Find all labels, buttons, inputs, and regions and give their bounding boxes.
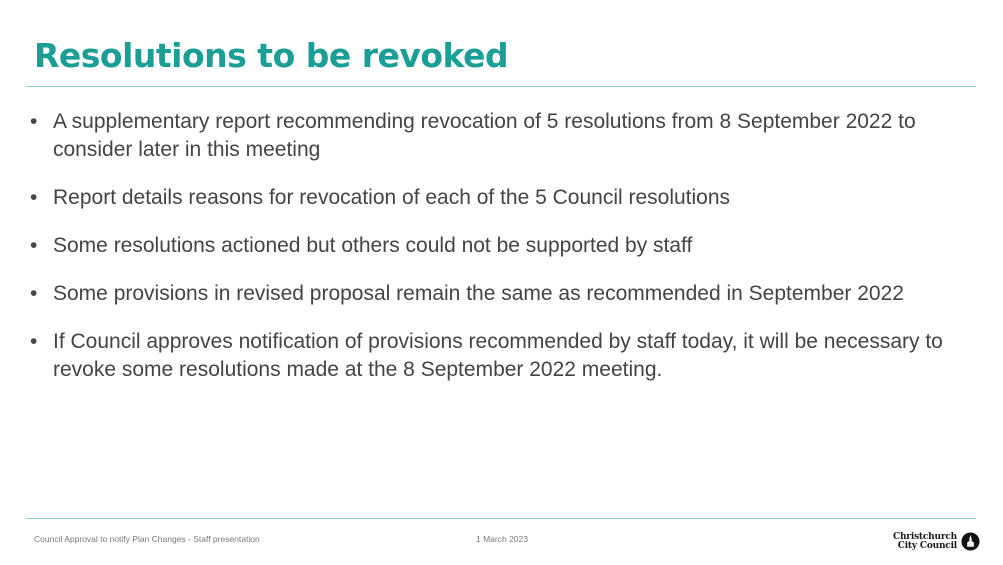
bullet-item <box>30 108 950 164</box>
bullet-text: Some provisions in revised proposal remain the same as recommended in September 2022 <box>53 282 904 305</box>
logo-wordmark <box>893 533 957 551</box>
bullet-text: Report details reasons for revocation of each of the 5 Council resolutions <box>53 186 731 209</box>
bullet-item <box>30 184 950 212</box>
bullet-list <box>30 108 950 404</box>
bullet-text: Some resolutions actioned but others could not be supported by staff <box>53 234 693 257</box>
bullet-text: If Council approves notification of provisions recommended by staff today, it will be necessary to revoke some resolutions made at the 8 September 2022 meeting. <box>53 330 943 381</box>
bullet-dot-icon: • <box>30 330 38 353</box>
bullet-item <box>30 232 950 260</box>
bullet-dot-icon: • <box>30 282 38 305</box>
bullet-dot-icon: • <box>30 234 38 257</box>
footer-date: 1 March 2023 <box>476 534 528 544</box>
bullet-item <box>30 280 950 308</box>
logo-line-1: Christchurch <box>893 531 958 542</box>
bullet-text: A supplementary report recommending revocation of 5 resolutions from 8 September 2022 to consider later in this meeting <box>53 110 916 161</box>
slide-title: Resolutions to be revoked <box>34 36 509 75</box>
council-logo <box>893 532 980 551</box>
bullet-dot-icon: • <box>30 110 38 133</box>
footer-divider <box>26 518 976 519</box>
bullet-dot-icon: • <box>30 186 38 209</box>
logo-line-2: City Council <box>897 540 958 551</box>
title-divider <box>26 86 976 87</box>
bullet-item <box>30 328 950 384</box>
footer-presentation-title: Council Approval to notify Plan Changes - Staff presentation <box>34 534 260 544</box>
cathedral-logo-icon <box>961 532 980 551</box>
